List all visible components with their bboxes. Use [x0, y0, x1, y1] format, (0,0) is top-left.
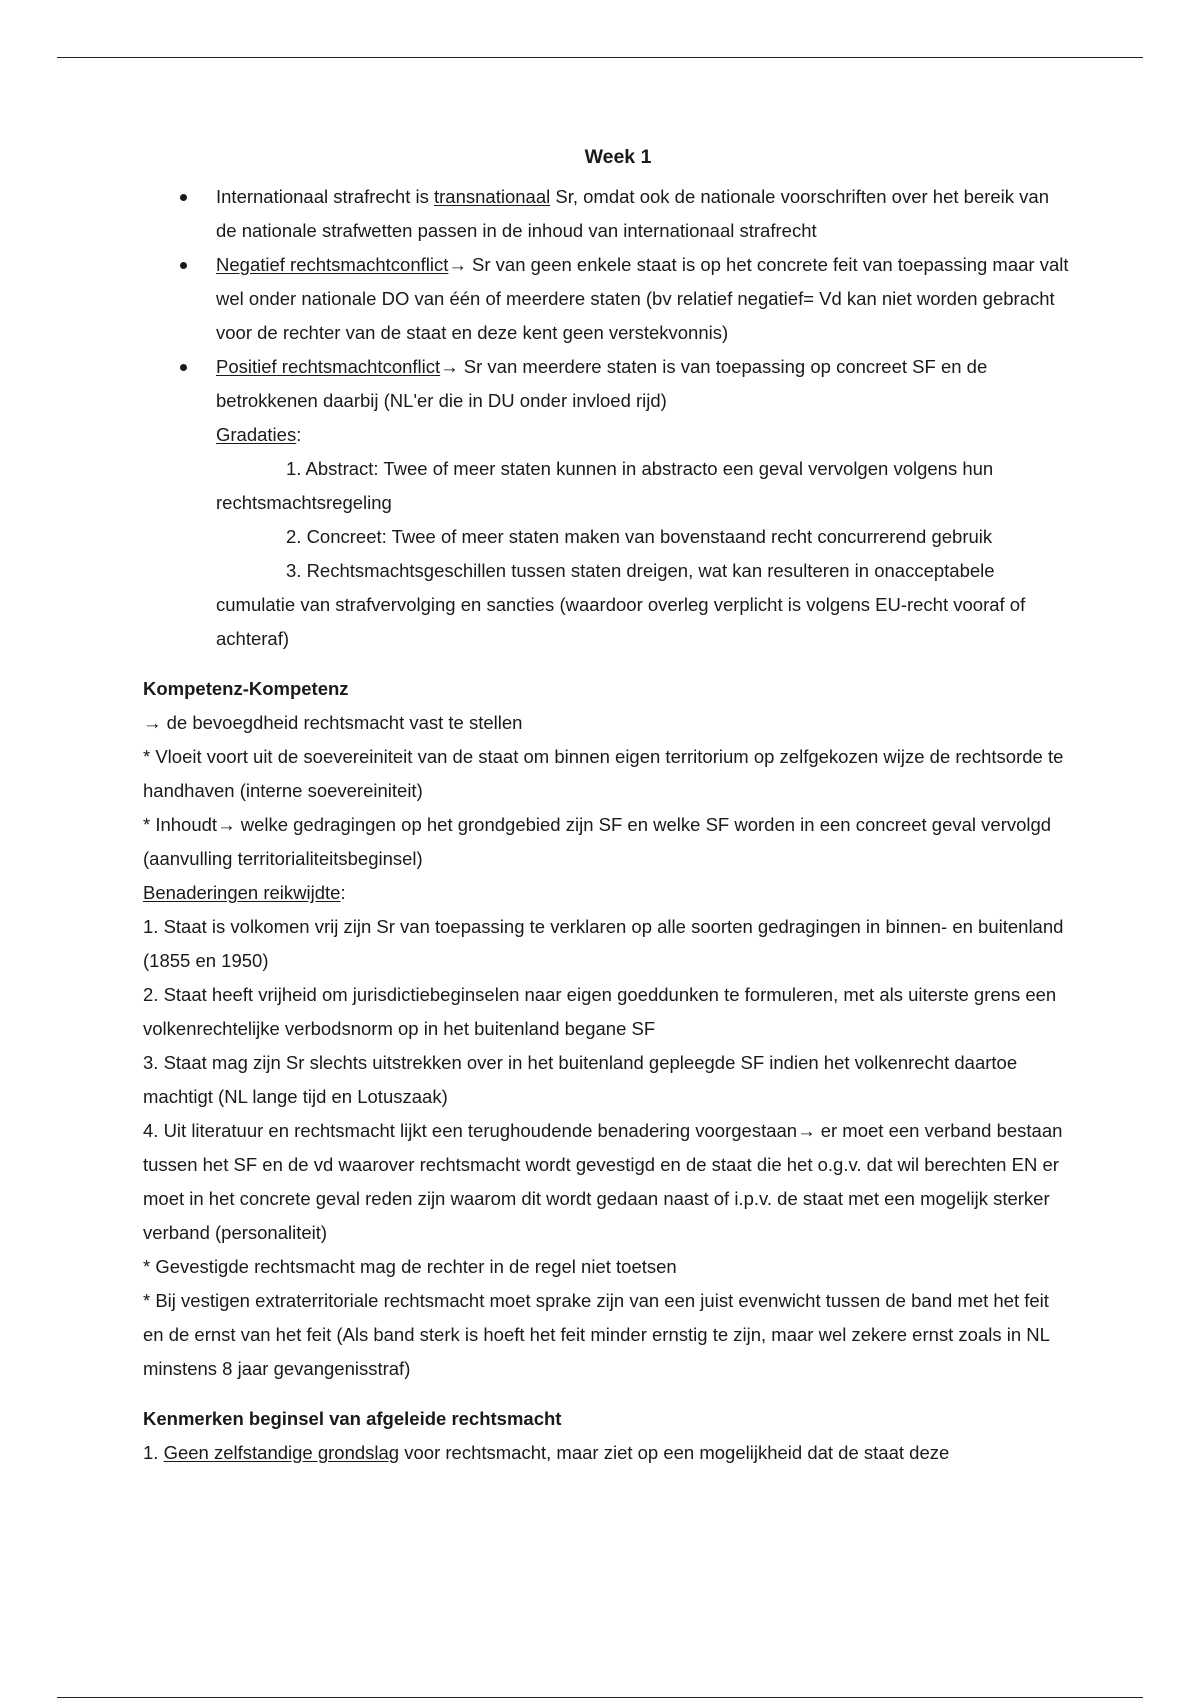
paragraph-line: * Bij vestigen extraterritoriale rechtsmacht moet sprake zijn van een juist evenwicht tussen de band met het feit en de ernst van het feit (Als band sterk is hoeft het feit minder ernstig te zijn, maar wel zekere ernst zoals in NL minstens 8 jaar gevangenisstraf) [143, 1290, 1050, 1379]
bullet-item-positief [143, 350, 1073, 656]
bullet-item-transnationaal [143, 180, 1073, 248]
bullet-item-negatief [143, 248, 1073, 350]
page-title: Week 1 [584, 146, 652, 168]
paragraph-line: 3. Staat mag zijn Sr slechts uitstrekken over in het buitenland gepleegde SF indien het volkenrecht daartoe machtigt (NL lange tijd en Lotuszaak) [143, 1052, 1018, 1107]
paragraph-line: * Inhoudt→ welke gedragingen op het grondgebied zijn SF en welke SF worden in een concreet geval vervolgd (aanvulling territorialiteitsbeginsel) [143, 814, 1052, 869]
document-body [143, 140, 1073, 1470]
gradatie-item: 1. Abstract: Twee of meer staten kunnen in abstracto een geval vervolgen volgens hun rechtsmachtsregeling [216, 458, 994, 513]
bullet-text: Sr, omdat ook de nationale voorschriften over het bereik van de nationale strafwetten passen in de inhoud van internationaal strafrecht [216, 186, 1049, 241]
colon: : [296, 424, 302, 445]
paragraph-line: * Vloeit voort uit de soevereiniteit van de staat om binnen eigen territorium op zelfgekozen wijze de rechtsorde te handhaven (interne soevereiniteit) [143, 746, 1064, 801]
gradaties-label [216, 418, 1073, 452]
section-heading-kenmerken: Kenmerken beginsel van afgeleide rechtsmacht [143, 1408, 562, 1429]
item-number: 1. [143, 1442, 164, 1463]
header-rule [57, 57, 1143, 58]
underlined-term: Benaderingen reikwijdte [143, 882, 341, 903]
paragraph-line: 2. Staat heeft vrijheid om jurisdictiebeginselen naar eigen goeddunken te formuleren, met als uiterste grens een volkenrechtelijke verbodsnorm op in het buitenland begane SF [143, 984, 1057, 1039]
paragraph-line [143, 1436, 1073, 1470]
underlined-term: Negatief rechtsmachtconflict [216, 254, 449, 275]
bullet-text: Internationaal strafrecht is [216, 186, 434, 207]
benaderingen-label [143, 876, 1073, 910]
gradatie-item: 3. Rechtsmachtsgeschillen tussen staten dreigen, wat kan resulteren in onacceptabele cumulatie van strafvervolging en sancties (waardoor overleg verplicht is volgens EU-recht vooraf of achteraf) [216, 560, 1026, 649]
paragraph-text: voor rechtsmacht, maar ziet op een mogelijkheid dat de staat deze [399, 1442, 950, 1463]
bullet-text: → Sr van meerdere staten is van toepassing op concreet SF en de betrokkenen daarbij (NL'er die in DU onder invloed rijd) [216, 356, 988, 411]
footer-rule [57, 1697, 1143, 1698]
section-heading-kompetenz: Kompetenz-Kompetenz [143, 678, 349, 699]
colon: : [340, 882, 346, 903]
paragraph-line: * Gevestigde rechtsmacht mag de rechter in de regel niet toetsen [143, 1256, 677, 1277]
underlined-term: Positief rechtsmachtconflict [216, 356, 441, 377]
underlined-term: transnationaal [434, 186, 551, 207]
underlined-term: Gradaties [216, 424, 297, 445]
bullet-text: → Sr van geen enkele staat is op het concrete feit van toepassing maar valt wel onder nationale DO van één of meerdere staten (bv relatief negatief= Vd kan niet worden gebracht voor de rechter van de staat en deze kent geen verstekvonnis) [216, 254, 1069, 343]
bullet-list [143, 180, 1073, 656]
paragraph-line: 4. Uit literatuur en rechtsmacht lijkt een terughoudende benadering voorgestaan→ er moet een verband bestaan tussen het SF en de vd waarover rechtsmacht wordt gevestigd en de staat die het o.g.v. dat wil berechten EN er moet in het concrete geval reden zijn waarom dit wordt gedaan naast of i.p.v. de staat met een mogelijk sterker verband (personaliteit) [143, 1120, 1063, 1243]
paragraph-line: 1. Staat is volkomen vrij zijn Sr van toepassing te verklaren op alle soorten gedragingen in binnen- en buitenland (1855 en 1950) [143, 916, 1064, 971]
paragraph-line: → de bevoegdheid rechtsmacht vast te stellen [143, 712, 523, 733]
underlined-term: Geen zelfstandige grondslag [163, 1442, 400, 1463]
gradatie-item: 2. Concreet: Twee of meer staten maken van bovenstaand recht concurrerend gebruik [286, 526, 993, 547]
